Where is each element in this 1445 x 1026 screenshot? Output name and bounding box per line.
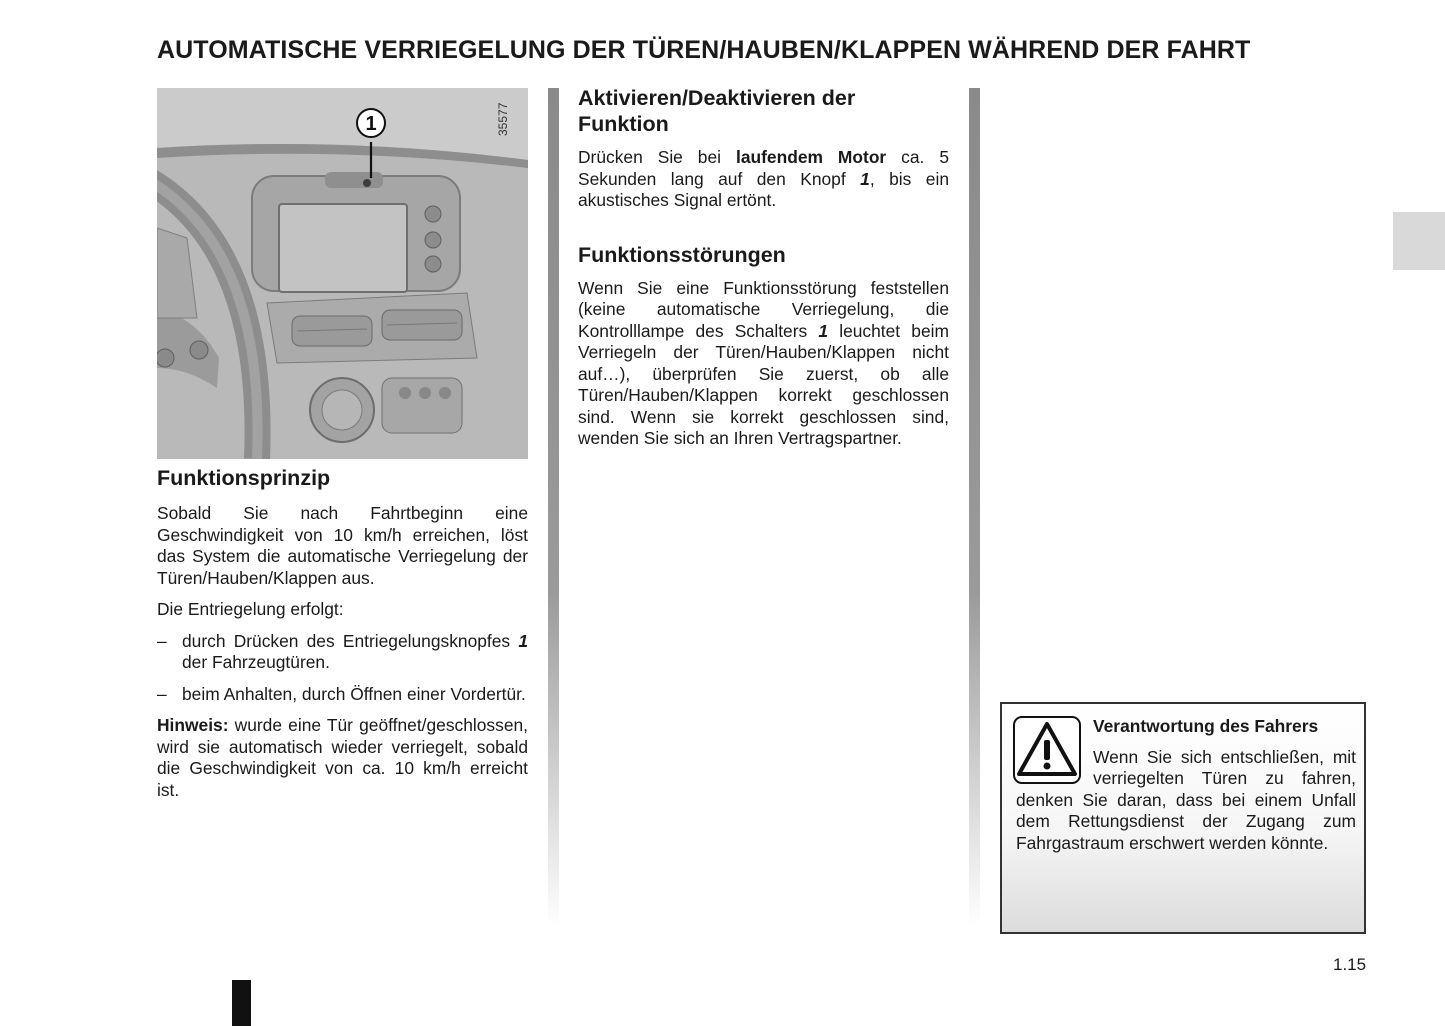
figure-code: 35577	[496, 102, 510, 136]
list-item: – beim Anhalten, durch Öffnen einer Vordertür.	[157, 684, 528, 706]
malfunction-paragraph: Wenn Sie eine Funktionsstörung feststellen (keine automatische Verriegelung, die Kontrolllampe des Schalters 1 leuchtet beim Verriegeln der Türen/Hauben/Klappen nicht auf…), überprüfen Sie zuerst, ob alle Türen/Hauben/Klappen korrekt geschlossen sind. Wenn sie korrekt geschlossen sind, wenden Sie sich an Ihren Vertragspartner.	[578, 277, 949, 448]
page-marker	[232, 980, 251, 1026]
principle-section	[157, 465, 528, 811]
column-separator	[969, 88, 980, 928]
warning-title: Verantwortung des Fahrers	[1093, 716, 1319, 736]
activation-paragraph: Drücken Sie bei laufendem Motor ca. 5 Sekunden lang auf den Knopf 1, bis ein akustisches Signal ertönt.	[578, 147, 950, 210]
warning-text: Wenn Sie sich entschließen, mit verriegelten Türen zu fahren, denken Sie daran, dass bei einem Unfall dem Rettungsdienst der Zugang zum Fahrgastraum erschwert werden könnte.	[1016, 746, 1356, 853]
unlock-intro: Die Entriegelung erfolgt:	[157, 599, 344, 619]
malfunction-heading: Funktionsstörungen	[578, 242, 786, 267]
list-item: – durch Drücken des Entriegelungsknopfes 1 der Fahrzeugtüren.	[157, 631, 528, 674]
activation-section	[578, 85, 949, 450]
principle-heading: Funktionsprinzip	[157, 466, 331, 490]
section-tab	[1393, 212, 1445, 270]
dashboard-photo	[157, 88, 528, 459]
principle-paragraph: Sobald Sie nach Fahrtbeginn eine Geschwindigkeit von 10 km/h erreichen, löst das System die automatische Verriegelung der Türen/Hauben/Klappen aus.	[157, 503, 528, 588]
note-label: Hinweis:	[157, 715, 229, 735]
unlock-list	[157, 631, 528, 706]
warning-content	[1016, 716, 1356, 854]
page-number: 1.15	[1333, 955, 1367, 974]
callout-label: 1	[365, 113, 377, 135]
page-title: AUTOMATISCHE VERRIEGELUNG DER TÜREN/HAUBEN/KLAPPEN WÄHREND DER FAHRT	[157, 36, 1251, 64]
note-paragraph: Hinweis: wurde eine Tür geöffnet/geschlossen, wird sie automatisch wieder verriegelt, sobald die Geschwindigkeit von ca. 10 km/h erreicht ist.	[157, 715, 528, 800]
column-separator	[548, 88, 559, 928]
dashboard-illustration	[157, 88, 528, 459]
warning-box	[1000, 702, 1366, 934]
activation-heading: Aktivieren/Deaktivieren der Funktion	[578, 86, 856, 136]
